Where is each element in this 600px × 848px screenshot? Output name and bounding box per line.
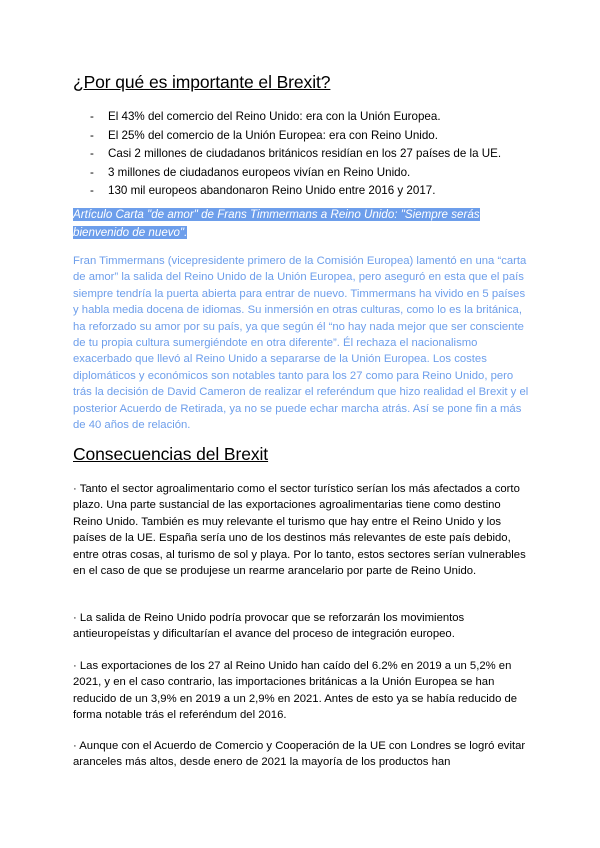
bullet-text: 3 millones de ciudadanos europeos vivían en Reino Unido. [108, 165, 411, 179]
bullet-text: Casi 2 millones de ciudadanos británicos residían en los 27 países de la UE. [108, 147, 502, 160]
article-title-highlight [73, 206, 533, 241]
list-item [90, 164, 501, 183]
bullet-text: El 25% del comercio de la Unión Europea: era con Reino Unido. [108, 128, 438, 142]
consequence-paragraph: · Las exportaciones de los 27 al Reino Unido han caído del 6.2% en 2019 a un 5,2% en 2021, y en el caso contrario, las importaciones británicas a la Unión Europea se han reducido de un 3,9% en 2019 a un 2,9% en 2021. Antes de esto ya se había reducido de forma notable trás el referéndum del 2016. [73, 660, 518, 722]
consequence-paragraph: · Aunque con el Acuerdo de Comercio y Cooperación de la UE con Londres se logró evitar aranceles más altos, desde enero de 2021 la mayoría de los productos han [73, 740, 526, 769]
stats-bullet-list [90, 108, 501, 201]
list-item [90, 145, 501, 164]
bullet-marker: - [90, 110, 94, 123]
bullet-marker: - [90, 184, 94, 197]
bullet-marker: - [90, 128, 94, 142]
list-item [90, 108, 501, 127]
article-body: Fran Timmermans (vicepresidente primero de la Comisión Europea) lamentó en una “carta de amor” la salida del Reino Unido de la Unión Europea, pero aseguró en esta que el país siempre tendría la puerta abierta para entrar de nuevo. Timmermans ha vivido en 5 países y habla media docena de idiomas. Su inmersión en otras culturas, como lo es la británica, ha reforzado su amor por su país, ya que según él “no hay nada mejor que ser consciente de tu propia cultura sumergiéndote en otra diferente”. Él rechaza el nacionalismo exacerbado que llevó al Reino Unido a separarse de la Unión Europea. Los costes diplomáticos y económicos son notables tanto para los 27 como para Reino Unido, pero trás la decisión de David Cameron de realizar el referéndum que hizo realidad el Brexit y el posterior Acuerdo de Retirada, ya no se puede echar marcha atrás. Así se pone fin a más de 40 años de relación. [73, 255, 529, 432]
bullet-text: 130 mil europeos abandonaron Reino Unido entre 2016 y 2017. [108, 184, 436, 197]
section-heading-consequences: Consecuencias del Brexit [73, 444, 269, 464]
bullet-marker: - [90, 147, 94, 160]
list-item [90, 127, 501, 146]
bullet-marker: - [90, 165, 94, 179]
list-item [90, 182, 501, 201]
consequence-paragraph: · La salida de Reino Unido podría provocar que se reforzarán los movimientos antieuropeístas y dificultarían el avance del proceso de integración europeo. [73, 612, 465, 641]
bullet-text: El 43% del comercio del Reino Unido: era con la Unión Europea. [108, 110, 441, 123]
article-title: Artículo Carta "de amor" de Frans Timmermans a Reino Unido: "Siempre serás bienvenido de nuevo". [73, 208, 480, 239]
consequence-paragraph: · Tanto el sector agroalimentario como el sector turístico serían los más afectados a corto plazo. Una parte sustancial de las exportaciones agroalimentarias tiene como destino Reino Unido. También es muy relevante el turismo que hay entre el Reino Unido y los países de la UE. España sería uno de los destinos más relevantes de este país debido, entre otras cosas, al turismo de sol y playa. Por lo tanto, estos sectores serían vulnerables en el caso de que se produjese un rearme arancelario por parte de Reino Unido. [73, 483, 526, 578]
section-heading-brexit-importance: ¿Por qué es importante el Brexit? [73, 72, 331, 92]
